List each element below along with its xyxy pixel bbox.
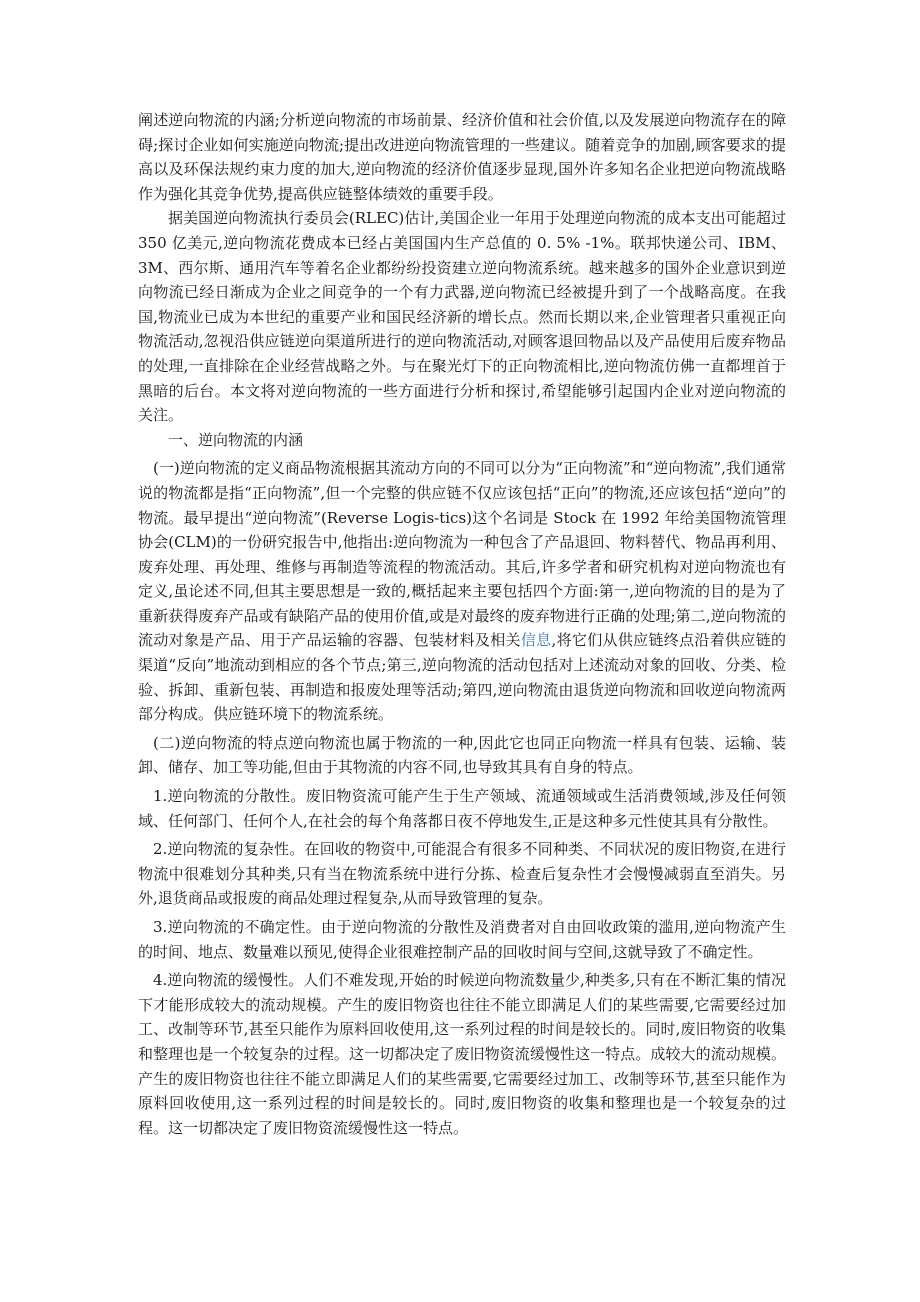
slowness-paragraph: 4.逆向物流的缓慢性。人们不难发现,开始的时候逆向物流数量少,种类多,只有在不断汇集的情况下才能形成较大的流动规模。产生的废旧物资也往往不能立即满足人们的某些需要,它需要经过加工、改制等环节,甚至只能作为原料回收使用,这一系列过程的时间是较长的。同时,废旧物资的收集和整理也是一个较复杂的过程。这一切都决定了废旧物资流缓慢性这一特点。成较大的流动规模。产生的废旧物资也往往不能立即满足人们的某些需要,它需要经过加工、改制等环节,甚至只能作为原料回收使用,这一系列过程的时间是较长的。同时,废旧物资的收集和整理也是一个较复杂的过程。这一切都决定了废旧物资流缓慢性这一特点。 [138, 971, 786, 1137]
definition-text-after-link: ,将它们从供应链终点沿着供应链的渠道“反向”地流动到相应的各个节点;第三,逆向物流的活动包括对上述流动对象的回收、分类、检验、拆卸、重新包装、再制造和报废处理等活动;第四,逆向物流由退货逆向物流和回收逆向物流两部分构成。供应链环境下的物流系统。 [138, 631, 786, 724]
definition-text-before-link: (一)逆向物流的定义商品物流根据其流动方向的不同可以分为“正向物流”和“逆向物流”,我们通常说的物流都是指“正向物流”,但一个完整的供应链不仅应该包括“正向”的物流,还应该包括“逆向”的物流。最早提出“逆向物流”(Reverse Logis-tics)这个名词是 Stock 在 1992 年给美国物流管理协会(CLM)的一份研究报告中,他指出:逆向物流为一种包含了产品退回、物料替代、物品再利用、废弃处理、再处理、维修与再制造等流程的物流活动。其后,许多学者和研究机构对逆向物流也有定义,虽论述不同,但其主要思想是一致的,概括起来主要包括四个方面:第一,逆向物流的目的是为了重新获得废弃产品或有缺陷产品的使用价值,或是对最终的废弃物进行正确的处理;第二,逆向物流的流动对象是产品、用于产品运输的容器、包装材料及相关 [138, 459, 786, 650]
section-heading: 一、逆向物流的内涵 [168, 430, 304, 449]
complexity-paragraph: 2.逆向物流的复杂性。在回收的物资中,可能混合有很多不同种类、不同状况的废旧物资,在进行物流中很难划分其种类,只有当在物流系统中进行分拣、检查后复杂性才会慢慢减弱直至消失。另外,退货商品或报废的商品处理过程复杂,从而导致管理的复杂。 [138, 840, 786, 908]
rlec-paragraph: 据美国逆向物流执行委员会(RLEC)估计,美国企业一年用于处理逆向物流的成本支出可能超过 350 亿美元,逆向物流花费成本已经占美国国内生产总值的 0. 5% -1%。联邦快递公司、IBM、3M、西尔斯、通用汽车等着名企业都纷纷投资建立逆向物流系统。越来越多的国外企业意识到逆向物流已经日渐成为企业之间竞争的一个有力武器,逆向物流已经被提升到了一个战略高度。在我国,物流业已成为本世纪的重要产业和国民经济新的增长点。然而长期以来,企业管理者只重视正向物流活动,忽视沿供应链逆向渠道所进行的逆向物流活动,对顾客退回物品以及产品使用后废弃物品的处理,一直排除在企业经营战略之外。与在聚光灯下的正向物流相比,逆向物流仿佛一直都埋首于黑暗的后台。本文将对逆向物流的一些方面进行分析和探讨,希望能够引起国内企业对逆向物流的关注。 [138, 209, 786, 425]
document-body [138, 108, 786, 1140]
dispersion-paragraph: 1.逆向物流的分散性。废旧物资流可能产生于生产领域、流通领域或生活消费领域,涉及任何领域、任何部门、任何个人,在社会的每个角落都日夜不停地发生,正是这种多元性使其具有分散性。 [138, 787, 786, 830]
characteristics-paragraph: (二)逆向物流的特点逆向物流也属于物流的一种,因此它也同正向物流一样具有包装、运输、装卸、储存、加工等功能,但由于其物流的内容不同,也导致其具有自身的特点。 [138, 733, 786, 777]
intro-paragraph: 阐述逆向物流的内涵;分析逆向物流的市场前景、经济价值和社会价值,以及发展逆向物流存在的障碍;探讨企业如何实施逆向物流;提出改进逆向物流管理的一些建议。随着竞争的加剧,顾客要求的提高以及环保法规约束力度的加大,逆向物流的经济价值逐步显现,国外许多知名企业把逆向物流战略作为强化其竞争优势,提高供应链整体绩效的重要手段。 [138, 111, 786, 203]
info-link[interactable]: 信息 [520, 631, 552, 650]
uncertainty-paragraph: 3.逆向物流的不确定性。由于逆向物流的分散性及消费者对自由回收政策的滥用,逆向物流产生的时间、地点、数量难以预见,使得企业很难控制产品的回收时间与空间,这就导致了不确定性。 [138, 918, 786, 961]
definition-paragraph [138, 456, 786, 727]
